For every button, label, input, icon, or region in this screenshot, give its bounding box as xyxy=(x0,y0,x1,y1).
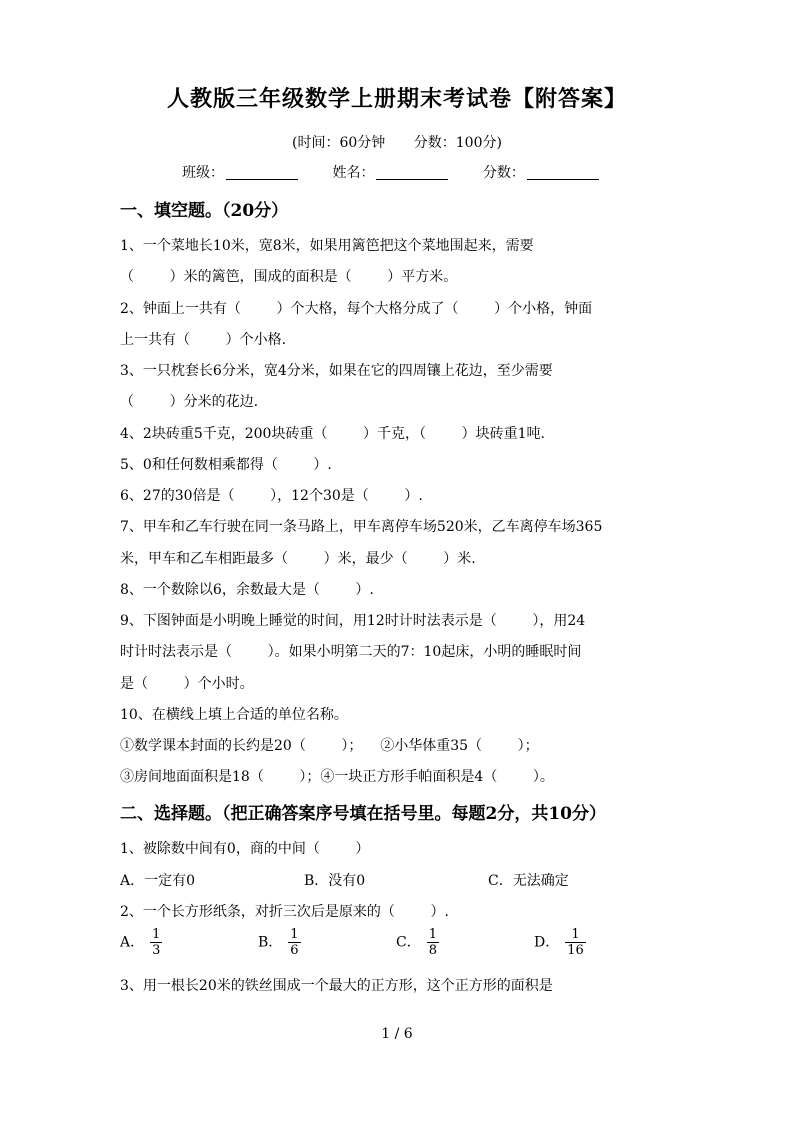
page-number: 1 / 6 xyxy=(381,1026,413,1042)
option-a[interactable]: A．一定有0 xyxy=(120,873,196,889)
section-heading-multiple-choice: 二、选择题。（把正确答案序号填在括号里。每题2分，共10分） xyxy=(120,804,606,824)
question-line: ③房间地面面积是18（ ）；④一块正方形手帕面积是4（ ）。 xyxy=(120,769,554,785)
question-line: 9、下图钟面是小明晚上睡觉的时间，用12时计时法表示是（ ），用24 xyxy=(120,613,586,629)
class-label: 班级： xyxy=(182,165,224,181)
question-line: 时计时法表示是（ ）。如果小明第二天的7：10起床，小明的睡眠时间 xyxy=(120,644,582,660)
question-line: 2、钟面上一共有（ ）个大格，每个大格分成了（ ）个小格，钟面 xyxy=(120,301,593,317)
name-field xyxy=(332,162,448,182)
option-d[interactable] xyxy=(534,927,586,958)
option-label: B． xyxy=(258,934,283,951)
q2-options xyxy=(120,927,680,967)
fraction xyxy=(427,927,439,958)
name-blank[interactable] xyxy=(376,165,448,180)
option-label: A． xyxy=(120,934,145,951)
question-line: 是（ ）个小时。 xyxy=(120,676,254,692)
question-line: 10、在横线上填上合适的单位名称。 xyxy=(120,707,348,723)
class-field xyxy=(182,162,298,182)
score-blank[interactable] xyxy=(527,165,599,180)
score-info: 分数：100分) xyxy=(413,135,502,151)
option-label: D． xyxy=(534,934,560,951)
option-a[interactable] xyxy=(120,927,162,958)
question-line: （ ）分米的花边. xyxy=(120,394,259,410)
fraction-numerator: 1 xyxy=(152,927,161,942)
class-blank[interactable] xyxy=(226,165,298,180)
fraction xyxy=(150,927,162,958)
time-info: (时间：60分钟 xyxy=(292,135,386,151)
question-line: 1、被除数中间有0，商的中间（ ） xyxy=(120,841,370,857)
question-line: 8、一个数除以6，余数最大是（ ）. xyxy=(120,582,374,598)
fraction-denominator: 3 xyxy=(152,943,161,958)
question-line: 4、2块砖重5千克，200块砖重（ ）千克，（ ）块砖重1吨. xyxy=(120,426,546,442)
fraction-denominator: 16 xyxy=(567,943,584,958)
question-line: 7、甲车和乙车行驶在同一条马路上，甲车离停车场520米，乙车离停车场365 xyxy=(120,519,603,535)
page-title: 人教版三年级数学上册期末考试卷【附答案】 xyxy=(166,86,627,112)
fraction xyxy=(565,927,586,958)
fraction-denominator: 6 xyxy=(290,943,299,958)
question-line: （ ）米的篱笆，围成的面积是（ ）平方米。 xyxy=(120,269,458,285)
option-b[interactable]: B．没有0 xyxy=(304,873,366,889)
fraction-numerator: 1 xyxy=(565,927,586,943)
question-line: 5、0和任何数相乘都得（ ）. xyxy=(120,457,332,473)
section-heading-fill-in: 一、填空题。（20分） xyxy=(120,201,289,221)
option-c[interactable] xyxy=(396,927,439,958)
fraction-numerator: 1 xyxy=(290,927,299,942)
option-c[interactable]: C．无法确定 xyxy=(488,873,569,889)
score-label: 分数： xyxy=(482,165,525,181)
question-line: 6、27的30倍是（ ），12个30是（ ）. xyxy=(120,488,423,504)
fraction xyxy=(288,927,300,958)
question-line: 2、一个长方形纸条，对折三次后是原来的（ ）. xyxy=(120,904,449,920)
fraction-denominator: 8 xyxy=(428,943,437,958)
name-label: 姓名： xyxy=(332,165,375,181)
question-line: 3、用一根长20米的铁丝围成一个最大的正方形，这个正方形的面积是 xyxy=(120,978,553,994)
exam-meta xyxy=(0,132,794,152)
option-b[interactable] xyxy=(258,927,301,958)
q1-options xyxy=(120,870,680,890)
question-line: 上一共有（ ）个小格. xyxy=(120,332,287,348)
question-line: 3、一只枕套长6分米，宽4分米，如果在它的四周镶上花边，至少需要 xyxy=(120,363,553,379)
fraction-numerator: 1 xyxy=(428,927,437,942)
question-line: ①数学课本封面的长约是20（ ）； ②小华体重35（ ）； xyxy=(120,738,539,754)
question-line: 米，甲车和乙车相距最多（ ）米，最少（ ）米. xyxy=(120,551,476,567)
question-line: 1、一个菜地长10米，宽8米，如果用篱笆把这个菜地围起来，需要 xyxy=(120,238,534,254)
score-field xyxy=(483,162,599,182)
option-label: C． xyxy=(396,934,421,951)
student-info-fields xyxy=(182,162,629,182)
